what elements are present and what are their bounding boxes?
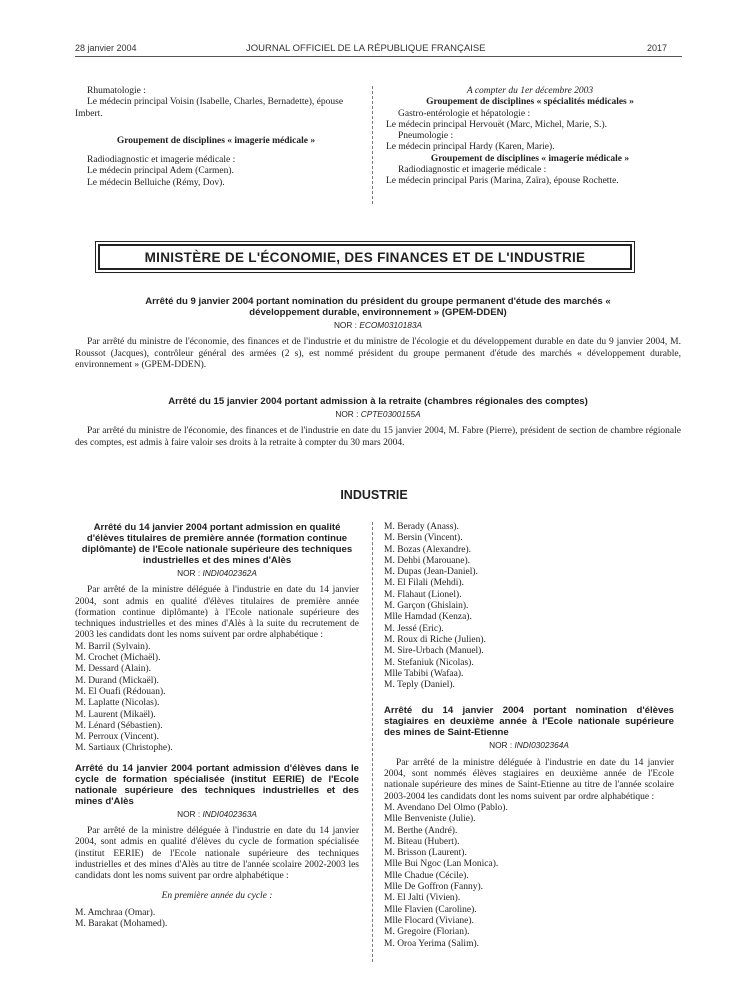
- header-rule: [75, 56, 682, 57]
- radio-entry-2: Le médecin Belluiche (Rémy, Dov).: [87, 177, 225, 188]
- header-date: 28 janvier 2004: [75, 43, 137, 53]
- name-item: M. Bersin (Vincent).: [384, 533, 463, 544]
- lower-right-column: [384, 522, 674, 950]
- name-item: M. Flahaut (Lionel).: [384, 589, 462, 600]
- name-item: M. Dehbi (Marouane).: [384, 555, 471, 566]
- name-item: M. Dessard (Alain).: [75, 664, 151, 675]
- arrete-ales-nor: NOR : INDI0402362A: [177, 568, 257, 578]
- arrete-ales-title: Arrêté du 14 janvier 2004 portant admission en qualité d'élèves titulaires de première année (formation continue diplômante) de l'Ecole nationale supérieure des techniques industrielles et des mines d'Alès: [81, 522, 353, 566]
- name-item: M. Oroa Yerima (Salim).: [384, 938, 479, 949]
- arrete-saint-etienne-nor: NOR : INDI0302364A: [489, 740, 569, 751]
- name-item: M. Barakat (Mohamed).: [75, 919, 168, 930]
- name-item: M. Bozas (Alexandre).: [384, 544, 472, 555]
- name-item: M. Gregoire (Florian).: [384, 927, 470, 938]
- name-item: M. Garçon (Ghislain).: [384, 601, 469, 612]
- gastro-label: Gastro-entérologie et hépatologie :: [398, 108, 531, 119]
- ministry-heading: MINISTÈRE DE L'ÉCONOMIE, DES FINANCES ET DE L'INDUSTRIE: [98, 244, 632, 270]
- name-item: M. Durand (Mickaël).: [75, 675, 159, 686]
- top-right-column: [386, 86, 674, 188]
- name-item: Mlle Flocard (Viviane).: [384, 915, 474, 926]
- name-item: M. Crochet (Michaël).: [75, 653, 161, 664]
- arrete-gpem-nor: NOR : ECOM0310183A: [333, 320, 423, 330]
- arrete-retraite: [75, 396, 681, 449]
- name-item: Mlle Hamdad (Kenza).: [384, 612, 472, 623]
- name-item: M. Berady (Anass).: [384, 522, 459, 532]
- name-item: M. Laurent (Mikaël).: [75, 709, 156, 720]
- date-line: A compter du 1er décembre 2003: [466, 86, 594, 96]
- name-item: M. Sartiaux (Christophe).: [75, 743, 173, 754]
- arrete-ales-body: Par arrêté de la ministre déléguée à l'industrie en date du 14 janvier 2004, sont admis en qualité d'élèves titulaires de première année (formation continue diplômante) à l'Ecole nationale supérieure des techniques industrielles et des mines d'Alès à la suite du recrutement de 2003 les candidats dont les noms suivent par ordre alphabétique :: [75, 585, 359, 641]
- column-divider-top: [372, 86, 373, 204]
- name-item: M. Perroux (Vincent).: [75, 732, 159, 743]
- arrete-ales-names: [75, 642, 359, 755]
- name-item: M. Teply (Daniel).: [384, 680, 455, 691]
- pneumo-entry: Le médecin principal Hardy (Karen, Marie).: [386, 142, 555, 153]
- name-item: Mlle Chadue (Cécile).: [384, 870, 469, 881]
- name-item: M. El Ouafi (Rédouan).: [75, 686, 166, 697]
- name-item: M. El Jalti (Vivien).: [384, 893, 461, 904]
- name-item: Mlle Bui Ngoc (Lan Monica).: [384, 859, 499, 870]
- section-industrie-title: INDUSTRIE: [340, 488, 408, 502]
- name-item: Mlle Tabibi (Wafaa).: [384, 668, 464, 679]
- arrete-gpem: [75, 296, 681, 371]
- name-item: M. Dupas (Jean-Daniel).: [384, 567, 478, 578]
- pneumo-label: Pneumologie :: [398, 131, 454, 142]
- arrete-eerie-body: Par arrêté de la ministre déléguée à l'industrie en date du 14 janvier 2004, sont admis en qualité d'élèves du cycle de formation spécialisée (institut EERIE) de l'Ecole nationale supérieure des techniques industrielles et des mines d'Alès au titre de l'année scolaire 2002-2003 les candidats dont les noms suivent par ordre alphabétique :: [75, 826, 359, 882]
- arrete-retraite-nor: NOR : CPTE0300155A: [335, 409, 421, 419]
- name-item: M. Lénard (Sébastien).: [75, 720, 163, 731]
- arrete-eerie-subhead: En première année du cycle :: [161, 890, 273, 901]
- column-divider-bottom: [372, 522, 373, 962]
- arrete-gpem-title: Arrêté du 9 janvier 2004 portant nomination du président du groupe permanent d'étude des marchés « développement durable, environnement » (GPEM-DDEN): [145, 296, 611, 318]
- name-item: M. Biteau (Hubert).: [384, 836, 460, 847]
- name-item: M. Amchraa (Omar).: [75, 907, 156, 918]
- group-title-1: Groupement de disciplines « spécialités médicales »: [426, 97, 634, 108]
- arrete-retraite-body: Par arrêté du ministre de l'économie, des finances et de l'industrie en date du 15 janvier 2004, M. Fabre (Pierre), président de section de chambre régionale des comptes, est admis à faire valoir ses droits à la retraite à compter du 30 mars 2004.: [75, 426, 681, 448]
- name-item: M. Avendano Del Olmo (Pablo).: [384, 802, 508, 813]
- name-item: Mlle Benveniste (Julie).: [384, 814, 476, 825]
- rhuma-label: Rhumatologie :: [87, 86, 146, 96]
- name-item: Mlle De Goffron (Fanny).: [384, 882, 484, 893]
- name-item: M. Stefaniuk (Nicolas).: [384, 657, 474, 668]
- arrete-eerie-nor: NOR : INDI0402363A: [177, 808, 257, 819]
- header-page-number: 2017: [647, 43, 668, 53]
- name-item: M. Laplatte (Nicolas).: [75, 698, 160, 709]
- arrete-eerie-names: [75, 908, 359, 931]
- top-left-column: [75, 86, 357, 189]
- right-names-list: [384, 522, 674, 691]
- lower-left-column: [75, 522, 359, 930]
- radio-label-right: Radiodiagnostic et imagerie médicale :: [398, 165, 547, 176]
- name-item: M. Brisson (Laurent).: [384, 848, 467, 859]
- rhuma-entry: Le médecin principal Voisin (Isabelle, Charles, Bernadette), épouse Imbert.: [75, 97, 344, 119]
- name-item: M. Jessé (Eric).: [384, 623, 444, 634]
- radio-label: Radiodiagnostic et imagerie médicale :: [87, 155, 236, 166]
- name-item: M. Roux di Riche (Julien).: [384, 634, 486, 645]
- radio-entry-1: Le médecin principal Adem (Carmen).: [87, 166, 234, 177]
- gastro-entry: Le médecin principal Hervouët (Marc, Michel, Marie, S.).: [386, 119, 608, 130]
- name-item: M. Barril (Sylvain).: [75, 641, 151, 652]
- name-item: M. Sire-Urbach (Manuel).: [384, 646, 484, 657]
- arrete-saint-etienne-names: [384, 803, 674, 950]
- group-title: Groupement de disciplines « imagerie médicale »: [116, 135, 316, 146]
- radio-entry-right: Le médecin principal Paris (Marina, Zaïra), épouse Rochette.: [386, 176, 619, 187]
- name-item: M. El Filali (Mehdi).: [384, 578, 464, 589]
- arrete-eerie-title: Arrêté du 14 janvier 2004 portant admission d'élèves dans le cycle de formation spécialisée (institut EERIE) de l'Ecole nationale supérieure des techniques industrielles et des mines d'Alès: [75, 762, 359, 807]
- name-item: Mlle Flavien (Caroline).: [384, 904, 477, 915]
- group-title-2: Groupement de disciplines « imagerie médicale »: [430, 153, 630, 164]
- header-journal-title: JOURNAL OFFICIEL DE LA RÉPUBLIQUE FRANÇAISE: [246, 43, 486, 54]
- arrete-saint-etienne-body: Par arrêté de la ministre déléguée à l'industrie en date du 14 janvier 2004, sont nommés élèves stagiaires en deuxième année de l'Ecole nationale supérieure des mines de Saint-Etienne au titre de l'année scolaire 2003-2004 les candidats dont les noms suivent par ordre alphabétique :: [384, 757, 674, 802]
- arrete-gpem-body: Par arrêté du ministre de l'économie, des finances et de l'industrie et du ministre de l'écologie et du développement durable en date du 9 janvier 2004, M. Roussot (Jacques), contrôleur général des armées (2 s), est nommé président du groupe permanent d'étude des marchés « développement durable, environnement » (GPEM-DDEN).: [75, 337, 681, 370]
- arrete-saint-etienne-title: Arrêté du 14 janvier 2004 portant nomination d'élèves stagiaires en deuxième année à l'Ecole nationale supérieure des mines de Saint-Etienne: [384, 705, 674, 739]
- name-item: M. Berthe (André).: [384, 825, 458, 836]
- arrete-retraite-title: Arrêté du 15 janvier 2004 portant admission à la retraite (chambres régionales des comptes): [168, 396, 588, 407]
